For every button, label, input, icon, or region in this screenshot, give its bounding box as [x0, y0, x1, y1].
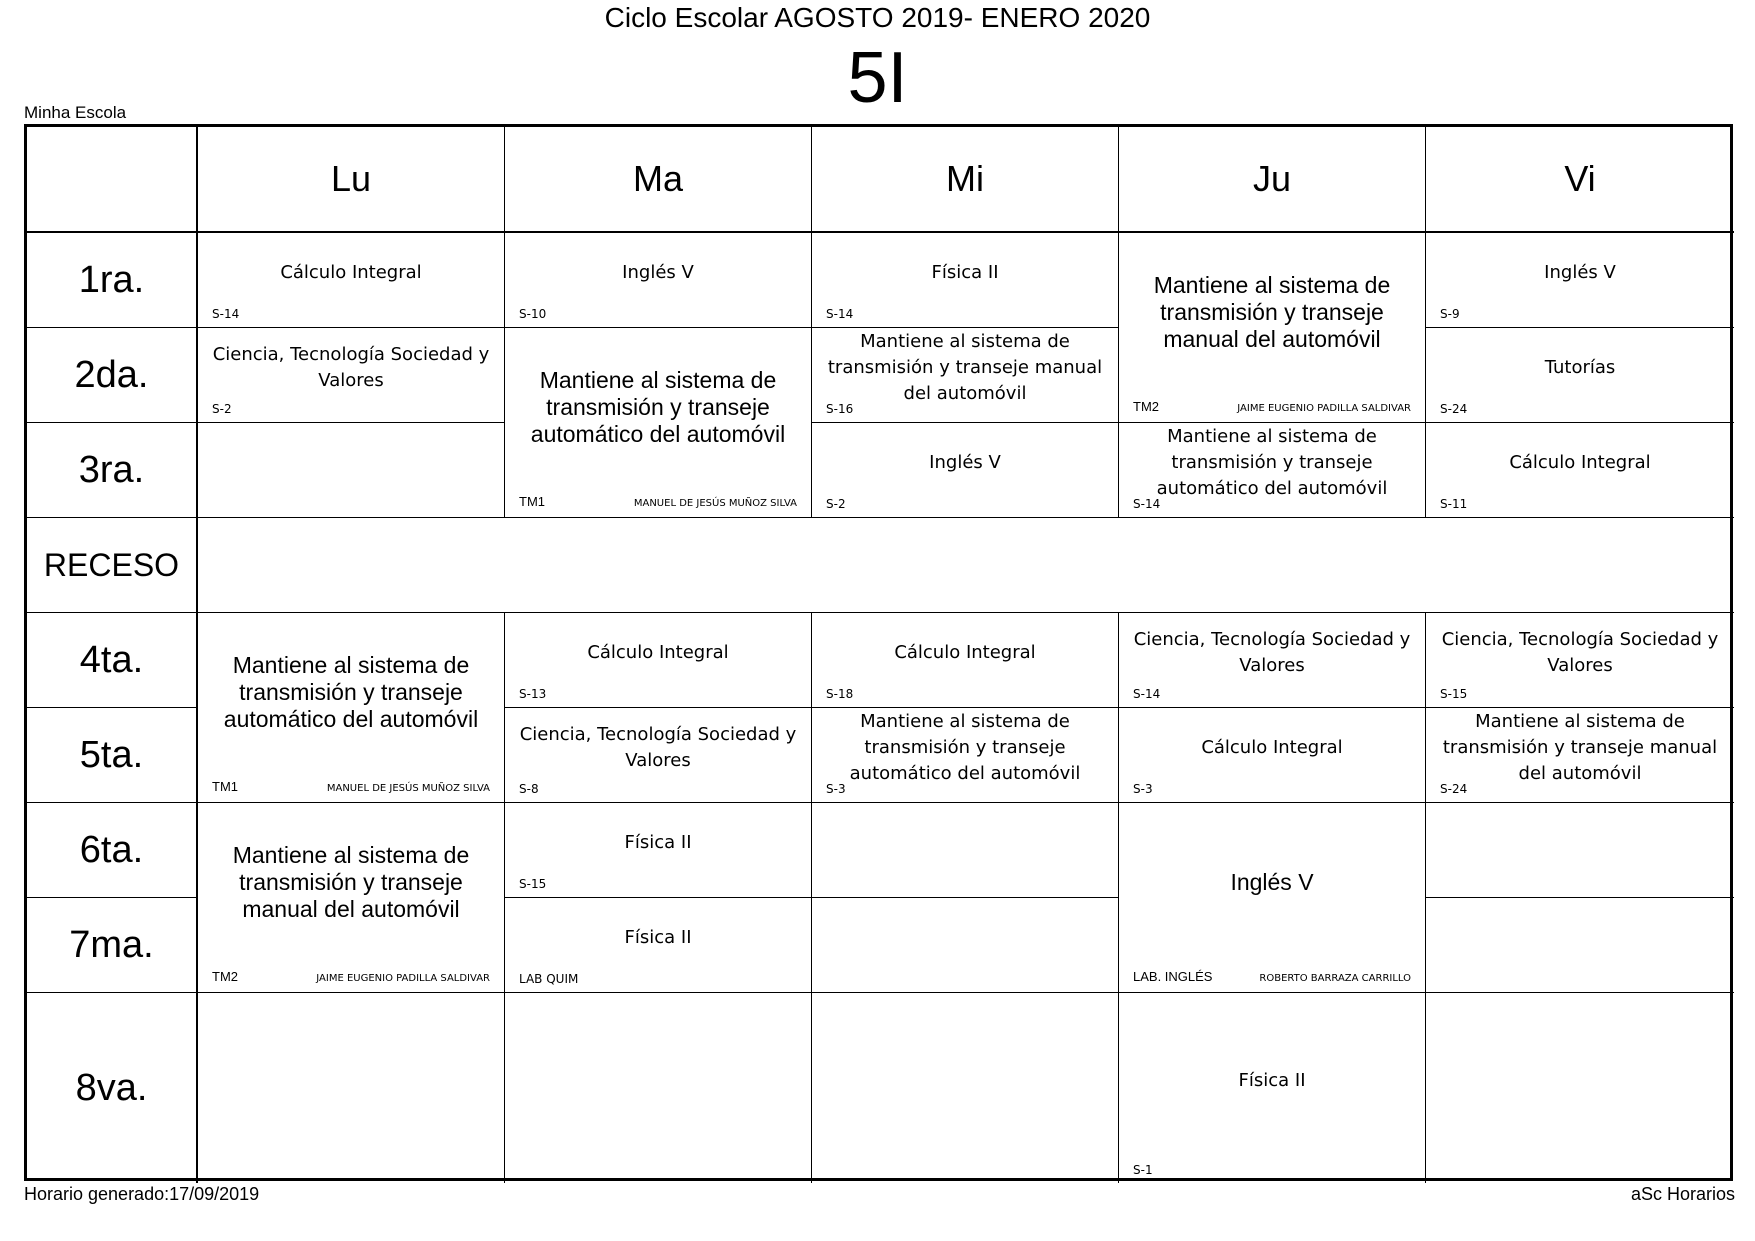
empty-cell	[812, 898, 1119, 993]
lesson-subject: Cálculo Integral	[894, 642, 1036, 663]
software-credit: aSc Horarios	[1630, 1184, 1735, 1204]
day-header-lu: Lu	[198, 127, 505, 233]
lesson-room: S-15	[519, 877, 547, 891]
lesson-subject: Física II	[624, 832, 692, 853]
lesson-room: S-2	[826, 497, 846, 511]
lesson-subject: Cálculo Integral	[587, 642, 729, 663]
lesson-room: S-18	[826, 687, 854, 701]
lesson-subject: Mantiene al sistema de transmisión y transeje automático del automóvil	[1156, 426, 1388, 499]
lesson-subject: Inglés V	[1230, 869, 1314, 895]
lesson-room: S-16	[826, 402, 854, 416]
lesson-teacher: MANUEL DE JESÚS MUÑOZ SILVA	[633, 498, 797, 509]
lesson-teacher: MANUEL DE JESÚS MUÑOZ SILVA	[326, 783, 490, 794]
lesson-subject: Mantiene al sistema de transmisión y transeje automático del automóvil	[530, 367, 786, 447]
lesson-cell[interactable]	[812, 708, 1119, 803]
generated-date: Horario generado:17/09/2019	[24, 1184, 260, 1204]
lesson-room: S-3	[826, 782, 846, 796]
lesson-subject: Cálculo Integral	[1509, 452, 1651, 473]
lesson-cell[interactable]	[1119, 993, 1426, 1183]
lesson-subject: Ciencia, Tecnología Sociedad y Valores	[1441, 629, 1719, 676]
lesson-room: S-8	[519, 782, 539, 796]
lesson-subject: Mantiene al sistema de transmisión y transeje manual del automóvil	[232, 842, 470, 922]
empty-cell	[198, 993, 505, 1183]
timetable-grid	[24, 124, 1733, 1181]
lesson-cell[interactable]	[505, 898, 812, 993]
lesson-room: S-24	[1440, 402, 1468, 416]
lesson-cell[interactable]	[812, 233, 1119, 328]
lesson-room: S-15	[1440, 687, 1468, 701]
lesson-subject: Física II	[1238, 1070, 1306, 1091]
empty-cell	[1426, 803, 1734, 898]
lesson-room: S-13	[519, 687, 547, 701]
lesson-cell[interactable]	[1426, 708, 1734, 803]
period-label-8: 8va.	[27, 993, 198, 1183]
period-label-4: 4ta.	[27, 613, 198, 708]
lesson-subject: Ciencia, Tecnología Sociedad y Valores	[1133, 629, 1411, 676]
lesson-cell[interactable]	[198, 233, 505, 328]
lesson-subject: Mantiene al sistema de transmisión y transeje manual del automóvil	[1153, 272, 1391, 352]
lesson-room: S-14	[826, 307, 854, 321]
lesson-cell[interactable]	[1119, 613, 1426, 708]
period-label-1: 1ra.	[27, 233, 198, 328]
lesson-subject: Mantiene al sistema de transmisión y transeje manual del automóvil	[827, 331, 1103, 404]
period-label-7: 7ma.	[27, 898, 198, 993]
lesson-room: S-1	[1133, 1163, 1153, 1177]
lesson-cell[interactable]	[505, 803, 812, 898]
lesson-cell[interactable]	[1119, 803, 1426, 993]
lesson-cell[interactable]	[812, 613, 1119, 708]
lesson-cell[interactable]	[1426, 233, 1734, 328]
period-label-5: 5ta.	[27, 708, 198, 803]
empty-cell	[1426, 993, 1734, 1183]
lesson-room: S-10	[519, 307, 547, 321]
lesson-cell[interactable]	[1119, 233, 1426, 423]
lesson-teacher: JAIME EUGENIO PADILLA SALDIVAR	[316, 973, 490, 984]
lesson-room: S-3	[1133, 782, 1153, 796]
empty-cell	[812, 993, 1119, 1183]
lesson-subject: Inglés V	[622, 262, 694, 283]
day-header-ju: Ju	[1119, 127, 1426, 233]
lesson-subject: Cálculo Integral	[1201, 737, 1343, 758]
lesson-room: S-24	[1440, 782, 1468, 796]
lesson-subject: Inglés V	[929, 452, 1001, 473]
lesson-room: LAB QUIM	[519, 972, 579, 986]
lesson-room: TM2	[212, 969, 238, 984]
lesson-cell[interactable]	[812, 328, 1119, 423]
lesson-cell[interactable]	[1119, 423, 1426, 518]
period-label-6: 6ta.	[27, 803, 198, 898]
lesson-room: TM2	[1133, 399, 1159, 414]
empty-cell	[505, 993, 812, 1183]
lesson-cell[interactable]	[1426, 328, 1734, 423]
lesson-subject: Física II	[931, 262, 999, 283]
lesson-cell[interactable]	[198, 328, 505, 423]
lesson-subject: Física II	[624, 927, 692, 948]
lesson-cell[interactable]	[198, 803, 505, 993]
school-name: Minha Escola	[24, 103, 127, 122]
period-label-2: 2da.	[27, 328, 198, 423]
lesson-cell[interactable]	[505, 233, 812, 328]
lesson-cell[interactable]	[505, 328, 812, 518]
lesson-subject: Inglés V	[1544, 262, 1616, 283]
lesson-cell[interactable]	[1426, 613, 1734, 708]
lesson-room: S-14	[212, 307, 240, 321]
lesson-room: S-9	[1440, 307, 1460, 321]
lesson-subject: Cálculo Integral	[280, 262, 422, 283]
empty-cell	[198, 423, 505, 518]
lesson-teacher: ROBERTO BARRAZA CARRILLO	[1259, 973, 1411, 984]
empty-cell	[812, 803, 1119, 898]
lesson-cell[interactable]	[198, 613, 505, 803]
corner-cell	[27, 127, 198, 233]
lesson-subject: Ciencia, Tecnología Sociedad y Valores	[212, 344, 490, 391]
lesson-room: S-14	[1133, 687, 1161, 701]
lesson-subject: Mantiene al sistema de transmisión y transeje automático del automóvil	[223, 652, 479, 732]
lesson-room: TM1	[519, 494, 545, 509]
lesson-room: LAB. INGLÉS	[1133, 969, 1213, 984]
lesson-room: S-11	[1440, 497, 1468, 511]
recess-band	[198, 518, 1734, 613]
empty-cell	[1426, 898, 1734, 993]
lesson-cell[interactable]	[812, 423, 1119, 518]
lesson-subject: Ciencia, Tecnología Sociedad y Valores	[519, 724, 797, 771]
lesson-cell[interactable]	[505, 613, 812, 708]
schedule-title: Ciclo Escolar AGOSTO 2019- ENERO 2020	[604, 2, 1151, 33]
lesson-subject: Mantiene al sistema de transmisión y transeje manual del automóvil	[1442, 711, 1718, 784]
day-header-vi: Vi	[1426, 127, 1734, 233]
lesson-subject: Tutorías	[1544, 357, 1616, 378]
lesson-room: S-2	[212, 402, 232, 416]
lesson-room: S-14	[1133, 497, 1161, 511]
period-label-recess: RECESO	[27, 518, 198, 613]
lesson-room: TM1	[212, 779, 238, 794]
day-header-mi: Mi	[812, 127, 1119, 233]
lesson-subject: Mantiene al sistema de transmisión y transeje automático del automóvil	[849, 711, 1081, 784]
lesson-teacher: JAIME EUGENIO PADILLA SALDIVAR	[1237, 403, 1411, 414]
day-header-ma: Ma	[505, 127, 812, 233]
lesson-cell[interactable]	[1426, 423, 1734, 518]
class-name: 5I	[847, 38, 908, 118]
lesson-cell[interactable]	[1119, 708, 1426, 803]
lesson-cell[interactable]	[505, 708, 812, 803]
period-label-3: 3ra.	[27, 423, 198, 518]
